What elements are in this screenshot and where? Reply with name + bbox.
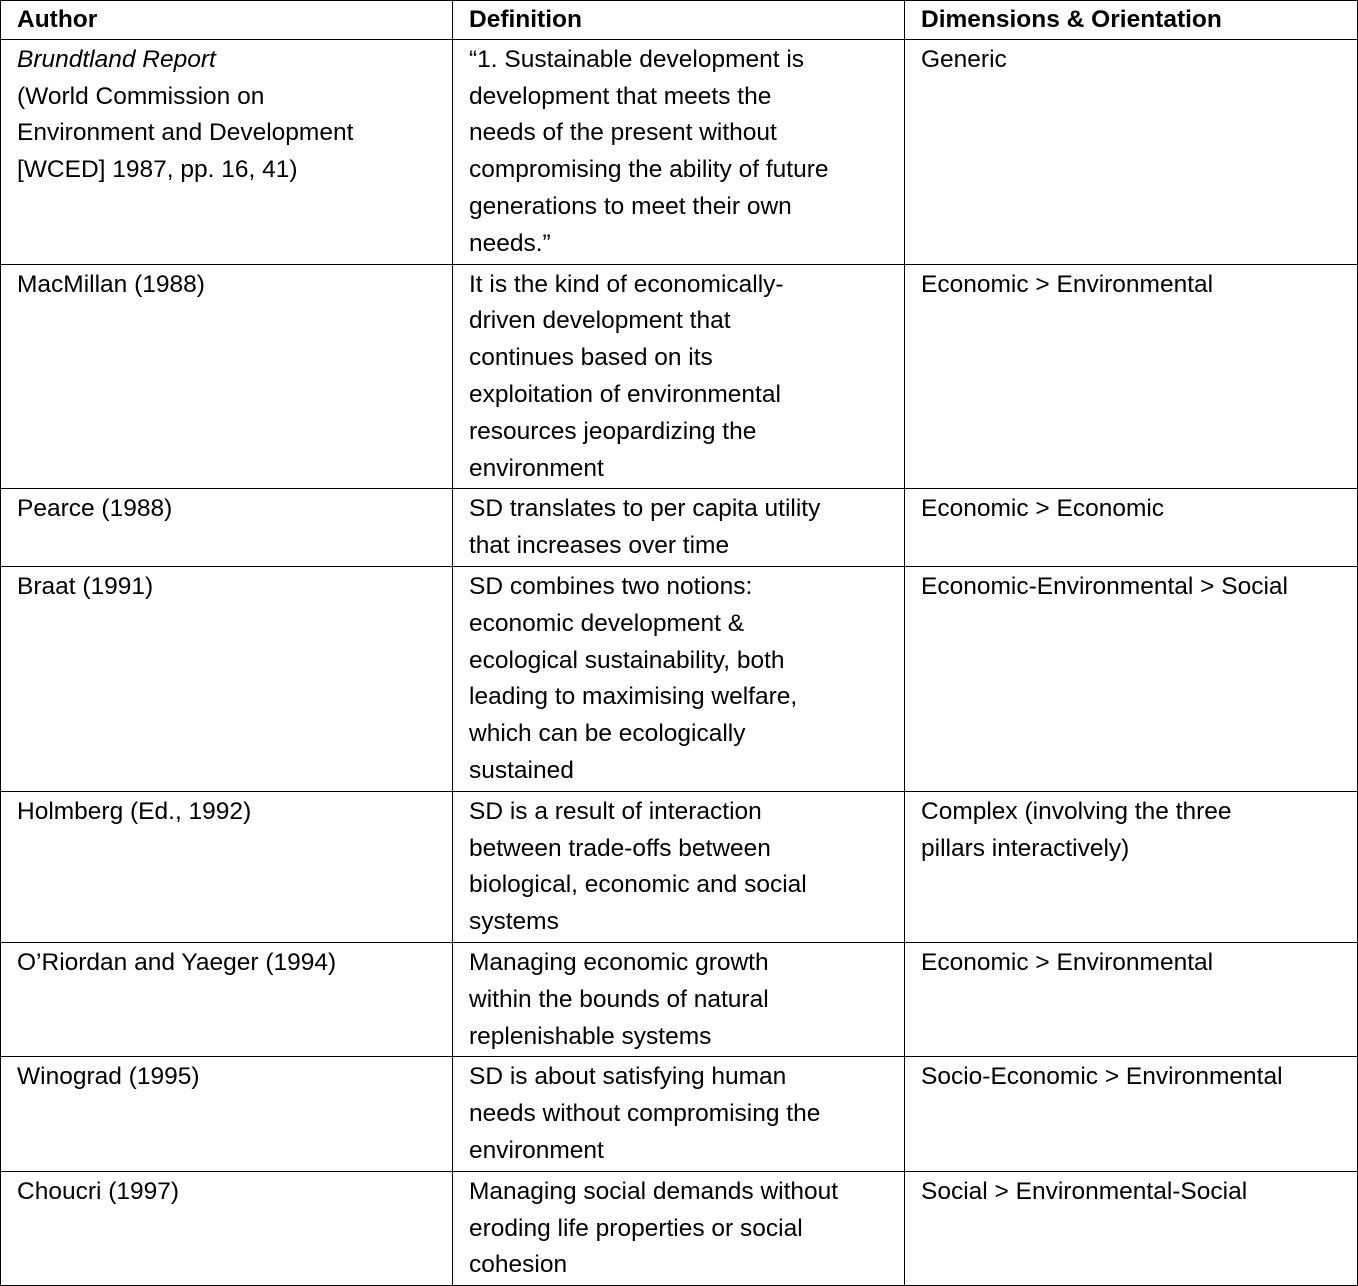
orientation-line: Social > Environmental-Social [921,1177,1248,1205]
definition-line: leading to maximising welfare, [469,683,798,711]
definition-line: ecological sustainability, both [469,646,785,674]
definition-cell [453,39,905,264]
table-row [1,942,1358,1056]
definition-line: environment [469,454,604,482]
definition-cell [453,942,905,1056]
author-line: Winograd (1995) [17,1063,200,1091]
author-line: Choucri (1997) [17,1177,180,1205]
author-line: Brundtland Report [17,45,216,73]
header-author: Author [1,1,453,40]
orientation-line: Economic-Environmental > Social [921,572,1288,600]
definition-line: “1. Sustainable development is [469,45,805,73]
definition-line: biological, economic and social [469,871,807,899]
definition-line: exploitation of environmental [469,380,781,408]
definition-line: driven development that [469,307,731,335]
author-line: MacMillan (1988) [17,270,205,298]
orientation-cell [905,264,1358,489]
author-cell [1,566,453,791]
definition-line: economic development & [469,609,745,637]
orientation-cell [905,566,1358,791]
orientation-line: Generic [921,45,1007,73]
orientation-line: pillars interactively) [921,834,1130,862]
orientation-cell [905,39,1358,264]
definition-line: eroding life properties or social [469,1214,803,1242]
table-row [1,39,1358,264]
definition-line: compromising the ability of future [469,156,829,184]
author-line: (World Commission on [17,82,265,110]
author-cell [1,1171,453,1285]
author-cell [1,39,453,264]
definition-line: Managing economic growth [469,948,769,976]
definition-line: It is the kind of economically- [469,270,784,298]
definition-line: systems [469,908,559,936]
definition-cell [453,1057,905,1171]
table-row [1,1171,1358,1285]
author-cell [1,264,453,489]
author-cell [1,489,453,567]
orientation-cell [905,1057,1358,1171]
definition-cell [453,489,905,567]
definition-line: needs without compromising the [469,1100,821,1128]
definition-cell [453,264,905,489]
definition-line: Managing social demands without [469,1177,839,1205]
definition-line: needs of the present without [469,119,777,147]
header-definition: Definition [453,1,905,40]
table-row [1,566,1358,791]
header-orientation: Dimensions & Orientation [905,1,1358,40]
definition-line: that increases over time [469,532,730,560]
definition-line: SD combines two notions: [469,572,753,600]
definition-line: which can be ecologically [469,720,746,748]
orientation-cell [905,942,1358,1056]
definition-cell [453,1171,905,1285]
table-row [1,1057,1358,1171]
definition-line: within the bounds of natural [469,985,769,1013]
table-header-row [1,1,1358,40]
definition-line: environment [469,1136,604,1164]
author-cell [1,942,453,1056]
table-row [1,791,1358,942]
table-row [1,489,1358,567]
definition-line: cohesion [469,1251,568,1279]
author-cell [1,1057,453,1171]
orientation-cell [905,489,1358,567]
author-line: O’Riordan and Yaeger (1994) [17,948,337,976]
definition-line: resources jeopardizing the [469,417,757,445]
orientation-line: Economic > Economic [921,495,1165,523]
orientation-line: Economic > Environmental [921,948,1214,976]
orientation-cell [905,791,1358,942]
definition-cell [453,566,905,791]
author-line: Braat (1991) [17,572,154,600]
definition-line: continues based on its [469,344,713,372]
definition-line: between trade-offs between [469,834,771,862]
orientation-line: Complex (involving the three [921,797,1232,825]
definition-cell [453,791,905,942]
definition-line: needs.” [469,229,551,257]
author-line: [WCED] 1987, pp. 16, 41) [17,156,298,184]
author-line: Pearce (1988) [17,495,173,523]
orientation-line: Socio-Economic > Environmental [921,1063,1283,1091]
definition-line: sustained [469,756,574,784]
definition-line: SD is about satisfying human [469,1063,787,1091]
definition-line: development that meets the [469,82,772,110]
author-line: Environment and Development [17,119,354,147]
orientation-line: Economic > Environmental [921,270,1214,298]
orientation-cell [905,1171,1358,1285]
definition-line: SD translates to per capita utility [469,495,821,523]
definition-line: replenishable systems [469,1022,712,1050]
definition-line: generations to meet their own [469,192,792,220]
definition-line: SD is a result of interaction [469,797,762,825]
author-cell [1,791,453,942]
table-row [1,264,1358,489]
author-line: Holmberg (Ed., 1992) [17,797,252,825]
